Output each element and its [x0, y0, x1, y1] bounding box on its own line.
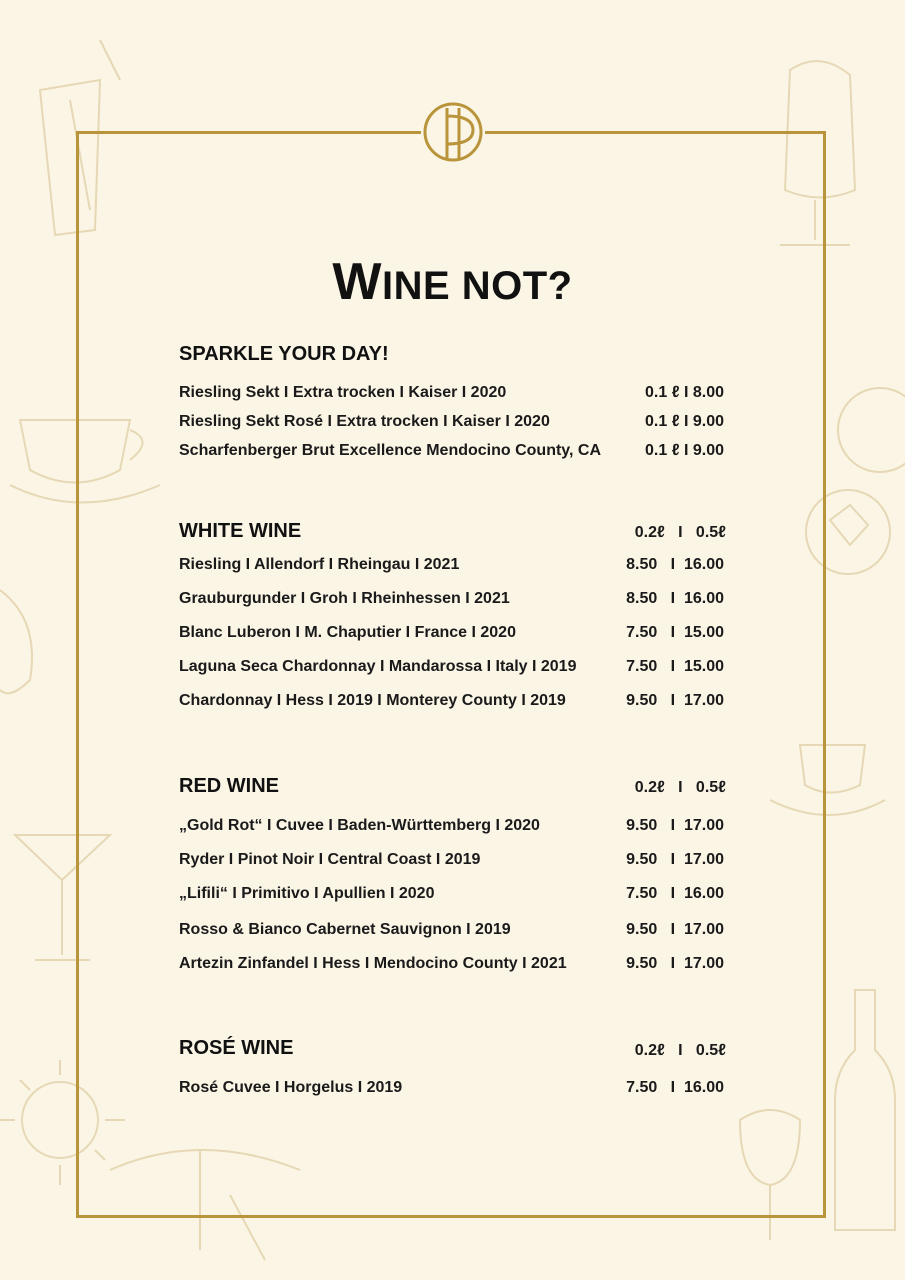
rose-item-price: 7.50 I 16.00	[626, 1079, 724, 1096]
section-heading-white: WHITE WINE	[179, 520, 302, 542]
rose-column-header: 0.2ℓ I 0.5ℓ	[634, 1042, 726, 1059]
logo-emblem-icon	[421, 100, 485, 164]
white-item-name: Laguna Seca Chardonnay I Mandarossa I Italy I 2019	[179, 658, 577, 675]
logo	[421, 100, 485, 164]
red-item-price: 9.50 I 17.00	[626, 955, 724, 972]
white-item-name: Blanc Luberon I M. Chaputier I France I 2020	[179, 624, 516, 641]
bottle-sketch-icon	[835, 990, 895, 1230]
section-heading-red: RED WINE	[179, 775, 279, 797]
white-item-price: 9.50 I 17.00	[626, 692, 724, 709]
red-item-price: 7.50 I 16.00	[626, 885, 724, 902]
sparkling-item-price: 0.1 ℓ I 9.00	[645, 442, 724, 459]
white-item-price: 7.50 I 15.00	[626, 658, 724, 675]
white-item-price: 8.50 I 16.00	[626, 590, 724, 607]
sparkling-item-name: Riesling Sekt Rosé I Extra trocken I Kaiser I 2020	[179, 413, 550, 430]
white-item-price: 7.50 I 15.00	[626, 624, 724, 641]
red-item-name: Artezin Zinfandel I Hess I Mendocino County I 2021	[179, 955, 567, 972]
rose-item-name: Rosé Cuvee I Horgelus I 2019	[179, 1079, 403, 1096]
white-column-header: 0.2ℓ I 0.5ℓ	[634, 524, 726, 541]
white-item-name: Chardonnay I Hess I 2019 I Monterey County I 2019	[179, 692, 566, 709]
sparkling-item-price: 0.1 ℓ I 8.00	[645, 384, 724, 401]
sparkling-item-name: Scharfenberger Brut Excellence Mendocino County, CA	[179, 442, 602, 459]
red-item-name: Ryder I Pinot Noir I Central Coast I 2019	[179, 851, 481, 868]
citrus-sketch-icon	[838, 388, 905, 472]
red-item-name: „Gold Rot“ I Cuvee I Baden-Württemberg I 2020	[179, 817, 540, 834]
white-item-price: 8.50 I 16.00	[626, 556, 724, 573]
lemon-sketch-icon	[0, 590, 32, 693]
red-item-name: Rosso & Bianco Cabernet Sauvignon I 2019	[179, 921, 511, 938]
white-item-name: Riesling I Allendorf I Rheingau I 2021	[179, 556, 460, 573]
red-column-header: 0.2ℓ I 0.5ℓ	[634, 779, 726, 796]
section-heading-rose: ROSÉ WINE	[179, 1037, 294, 1059]
red-item-name: „Lifili“ I Primitivo I Apullien I 2020	[179, 885, 435, 902]
section-heading-sparkling: SPARKLE YOUR DAY!	[179, 343, 389, 365]
red-item-price: 9.50 I 17.00	[626, 817, 724, 834]
red-item-price: 9.50 I 17.00	[626, 851, 724, 868]
red-item-price: 9.50 I 17.00	[626, 921, 724, 938]
sparkling-item-name: Riesling Sekt I Extra trocken I Kaiser I 2020	[179, 384, 507, 401]
page-title: WINE NOT?	[332, 253, 573, 311]
white-item-name: Grauburgunder I Groh I Rheinhessen I 2021	[179, 590, 510, 607]
sparkling-item-price: 0.1 ℓ I 9.00	[645, 413, 724, 430]
